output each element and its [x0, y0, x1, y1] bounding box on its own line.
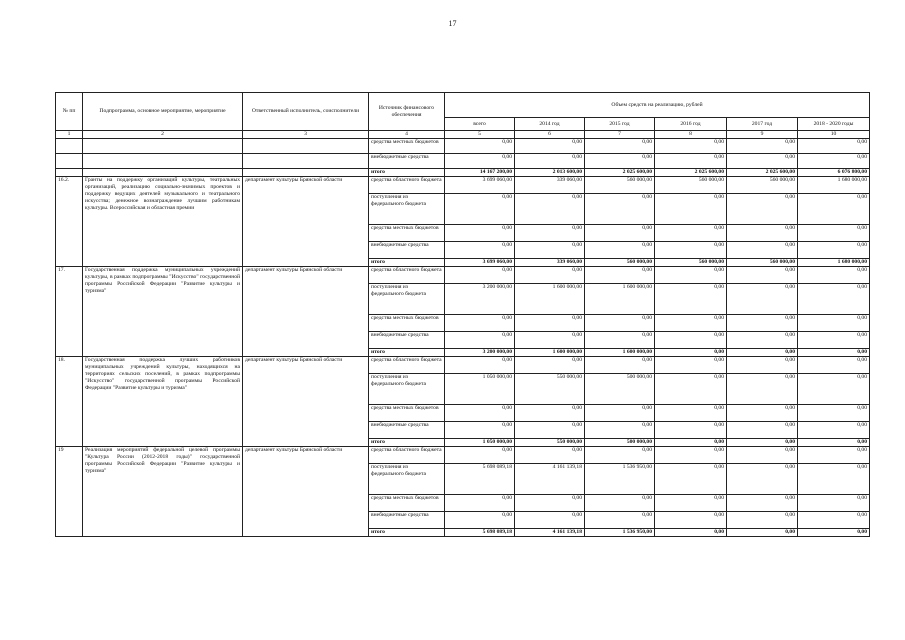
header-2018-2020: 2018 - 2020 годы	[798, 118, 870, 131]
col-number: 10	[798, 131, 870, 139]
amount-cell: 0,00	[727, 529, 798, 537]
amount-cell: 0,00	[655, 529, 727, 537]
amount-cell: 560 000,00	[585, 259, 655, 267]
amount-cell: 0,00	[585, 422, 655, 439]
amount-cell: 0,00	[515, 267, 585, 284]
amount-cell: 0,00	[445, 267, 515, 284]
funding-source: поступления из федерального бюджета	[369, 194, 445, 225]
amount-cell: 0,00	[655, 464, 727, 495]
col-number: 6	[515, 131, 585, 139]
amount-cell: 0,00	[515, 357, 585, 374]
amount-cell: 0,00	[798, 495, 870, 512]
amount-cell: 0,00	[727, 284, 798, 315]
amount-cell: 0,00	[727, 464, 798, 495]
exec-cell	[243, 139, 369, 154]
funding-source: средства местных бюджетов	[369, 225, 445, 242]
num-cell	[56, 139, 83, 154]
amount-cell: 0,00	[798, 225, 870, 242]
amount-cell: 0,00	[445, 422, 515, 439]
funding-source: средства местных бюджетов	[369, 139, 445, 154]
amount-cell: 0,00	[798, 267, 870, 284]
amount-cell: 0,00	[727, 495, 798, 512]
amount-cell: 0,00	[798, 374, 870, 405]
funding-source: итого	[369, 169, 445, 177]
amount-cell: 0,00	[727, 357, 798, 374]
amount-cell: 0,00	[727, 422, 798, 439]
item-number: 16.2.	[56, 177, 83, 267]
table-row	[56, 447, 870, 464]
amount-cell: 560 000,00	[655, 259, 727, 267]
amount-cell: 0,00	[585, 154, 655, 169]
amount-cell: 0,00	[515, 512, 585, 529]
amount-cell: 1 050 000,00	[445, 439, 515, 447]
amount-cell: 0,00	[798, 512, 870, 529]
amount-cell: 5 698 089,18	[445, 529, 515, 537]
col-number: 1	[56, 131, 83, 139]
table-row	[56, 139, 870, 154]
item-number: 18.	[56, 357, 83, 447]
page-number: 17	[448, 19, 457, 28]
col-number: 8	[655, 131, 727, 139]
col-number: 4	[369, 131, 445, 139]
amount-cell: 0,00	[727, 242, 798, 259]
amount-cell: 0,00	[515, 495, 585, 512]
amount-cell: 0,00	[445, 447, 515, 464]
header-2014: 2014 год	[515, 118, 585, 131]
amount-cell: 0,00	[727, 439, 798, 447]
amount-cell: 0,00	[445, 357, 515, 374]
amount-cell: 0,00	[798, 357, 870, 374]
item-description: Государственная поддержка лучших работников муниципальных учреждений культуры, находящихся на территориях сельских поселений, в рамках подпрограммы "Искусство" государственной программы Российской Федерации "Развитие культуры и туризма"	[83, 357, 243, 447]
amount-cell: 5 698 089,18	[445, 464, 515, 495]
funding-source: средства областного бюджета	[369, 357, 445, 374]
amount-cell: 0,00	[798, 439, 870, 447]
amount-cell: 3 699 060,00	[445, 259, 515, 267]
desc-cell	[83, 169, 243, 177]
amount-cell: 0,00	[585, 512, 655, 529]
item-executor: департамент культуры Брянской области	[243, 357, 369, 447]
amount-cell: 0,00	[445, 405, 515, 422]
amount-cell: 0,00	[445, 512, 515, 529]
amount-cell: 3 200 000,00	[445, 349, 515, 357]
amount-cell: 0,00	[445, 315, 515, 332]
header-executor: Ответственный исполнитель, соисполнители	[243, 93, 369, 131]
col-number: 2	[83, 131, 243, 139]
amount-cell: 0,00	[655, 267, 727, 284]
amount-cell: 0,00	[655, 225, 727, 242]
header-2016: 2016 год	[655, 118, 727, 131]
amount-cell: 1 050 000,00	[445, 374, 515, 405]
amount-cell: 550 000,00	[515, 439, 585, 447]
amount-cell: 0,00	[727, 332, 798, 349]
funding-source: поступления из федерального бюджета	[369, 284, 445, 315]
amount-cell: 0,00	[798, 284, 870, 315]
amount-cell: 0,00	[727, 374, 798, 405]
col-number: 3	[243, 131, 369, 139]
amount-cell: 1 680 000,00	[798, 259, 870, 267]
amount-cell: 0,00	[445, 154, 515, 169]
header-total: всего	[445, 118, 515, 131]
amount-cell: 0,00	[727, 512, 798, 529]
amount-cell: 500 000,00	[585, 374, 655, 405]
amount-cell: 14 167 200,00	[445, 169, 515, 177]
amount-cell: 0,00	[445, 139, 515, 154]
amount-cell: 2 025 600,00	[727, 169, 798, 177]
amount-cell: 0,00	[655, 242, 727, 259]
item-description: Государственная поддержка муниципальных учреждений культуры, в рамках подпрограммы "Искусство" государственной программы Российской Федерации "Развитие культуры и туризма"	[83, 267, 243, 357]
amount-cell: 0,00	[585, 194, 655, 225]
item-description: Реализация мероприятий федеральной целевой программы "Культура России (2012-2018 годы)" государственной программы Российской Федерации "Развитие культуры и туризма"	[83, 447, 243, 537]
amount-cell: 0,00	[655, 349, 727, 357]
amount-cell: 0,00	[515, 405, 585, 422]
amount-cell: 0,00	[727, 405, 798, 422]
funding-source: внебюджетные средства	[369, 512, 445, 529]
amount-cell: 0,00	[798, 464, 870, 495]
amount-cell: 0,00	[655, 512, 727, 529]
header-volume: Объем средств на реализацию, рублей	[445, 93, 870, 118]
funding-source: средства местных бюджетов	[369, 315, 445, 332]
amount-cell: 0,00	[585, 139, 655, 154]
amount-cell: 0,00	[655, 284, 727, 315]
amount-cell: 4 161 139,18	[515, 529, 585, 537]
amount-cell: 0,00	[515, 332, 585, 349]
amount-cell: 0,00	[445, 194, 515, 225]
amount-cell: 0,00	[515, 242, 585, 259]
funding-source: поступления из федерального бюджета	[369, 464, 445, 495]
funding-source: итого	[369, 349, 445, 357]
funding-source: итого	[369, 529, 445, 537]
amount-cell: 0,00	[585, 447, 655, 464]
item-description: Гранты на поддержку организаций культуры, театральных организаций, реализацию социально-значимых проектов и поддержку ведущих деятелей музыкального и театрального искусства; денежное вознаграждение лучшим работникам культуры. Всероссийская и областная премии	[83, 177, 243, 267]
amount-cell: 0,00	[445, 225, 515, 242]
amount-cell: 1 600 000,00	[585, 349, 655, 357]
amount-cell: 0,00	[798, 405, 870, 422]
amount-cell: 0,00	[727, 267, 798, 284]
amount-cell: 0,00	[585, 315, 655, 332]
amount-cell: 0,00	[798, 194, 870, 225]
funding-source: внебюджетные средства	[369, 154, 445, 169]
header-2015: 2015 год	[585, 118, 655, 131]
amount-cell: 1 536 950,00	[585, 464, 655, 495]
item-executor: департамент культуры Брянской области	[243, 267, 369, 357]
item-number: 19	[56, 447, 83, 537]
amount-cell: 0,00	[655, 315, 727, 332]
amount-cell: 0,00	[655, 439, 727, 447]
amount-cell: 0,00	[585, 495, 655, 512]
funding-source: средства местных бюджетов	[369, 495, 445, 512]
header-subprogram: Подпрограмма, основное мероприятие, мероприятие	[83, 93, 243, 131]
funding-source: итого	[369, 259, 445, 267]
amount-cell: 0,00	[515, 139, 585, 154]
funding-source: внебюджетные средства	[369, 422, 445, 439]
amount-cell: 3 200 000,00	[445, 284, 515, 315]
table-row	[56, 357, 870, 374]
amount-cell: 6 076 800,00	[798, 169, 870, 177]
amount-cell: 0,00	[655, 447, 727, 464]
amount-cell: 0,00	[655, 332, 727, 349]
amount-cell: 2 025 600,00	[655, 169, 727, 177]
amount-cell: 0,00	[515, 225, 585, 242]
funding-source: поступления из федерального бюджета	[369, 374, 445, 405]
total-row	[56, 169, 870, 177]
amount-cell: 0,00	[515, 315, 585, 332]
item-number: 17.	[56, 267, 83, 357]
amount-cell: 0,00	[798, 139, 870, 154]
amount-cell: 560 000,00	[727, 177, 798, 194]
amount-cell: 0,00	[727, 315, 798, 332]
amount-cell: 0,00	[655, 357, 727, 374]
amount-cell: 1 600 000,00	[515, 349, 585, 357]
desc-cell	[83, 139, 243, 154]
exec-cell	[243, 154, 369, 169]
table-row	[56, 267, 870, 284]
funding-source: внебюджетные средства	[369, 332, 445, 349]
amount-cell: 0,00	[798, 315, 870, 332]
amount-cell: 0,00	[798, 242, 870, 259]
amount-cell: 0,00	[727, 194, 798, 225]
amount-cell: 0,00	[798, 154, 870, 169]
funding-source: внебюджетные средства	[369, 242, 445, 259]
amount-cell: 0,00	[727, 349, 798, 357]
funding-source: средства местных бюджетов	[369, 405, 445, 422]
amount-cell: 0,00	[445, 495, 515, 512]
col-number: 7	[585, 131, 655, 139]
budget-table	[55, 92, 870, 537]
item-executor: департамент культуры Брянской области	[243, 177, 369, 267]
funding-source: средства областного бюджета	[369, 267, 445, 284]
amount-cell: 0,00	[655, 405, 727, 422]
table-row	[56, 154, 870, 169]
amount-cell: 339 060,00	[515, 259, 585, 267]
amount-cell: 0,00	[585, 225, 655, 242]
amount-cell: 560 000,00	[585, 177, 655, 194]
amount-cell: 0,00	[727, 225, 798, 242]
amount-cell: 0,00	[798, 529, 870, 537]
amount-cell: 560 000,00	[727, 259, 798, 267]
num-cell	[56, 169, 83, 177]
amount-cell: 4 161 139,18	[515, 464, 585, 495]
amount-cell: 0,00	[655, 422, 727, 439]
amount-cell: 0,00	[515, 422, 585, 439]
amount-cell: 1 600 000,00	[515, 284, 585, 315]
amount-cell: 550 000,00	[515, 374, 585, 405]
amount-cell: 0,00	[798, 332, 870, 349]
amount-cell: 0,00	[655, 495, 727, 512]
amount-cell: 0,00	[727, 154, 798, 169]
num-cell	[56, 154, 83, 169]
exec-cell	[243, 169, 369, 177]
amount-cell: 0,00	[798, 447, 870, 464]
table-row	[56, 177, 870, 194]
amount-cell: 1 680 000,00	[798, 177, 870, 194]
amount-cell: 0,00	[727, 447, 798, 464]
funding-source: средства областного бюджета	[369, 177, 445, 194]
amount-cell: 0,00	[445, 332, 515, 349]
header-2017: 2017 год	[727, 118, 798, 131]
amount-cell: 0,00	[585, 267, 655, 284]
amount-cell: 339 060,00	[515, 177, 585, 194]
amount-cell: 0,00	[585, 332, 655, 349]
amount-cell: 0,00	[585, 405, 655, 422]
amount-cell: 0,00	[445, 242, 515, 259]
funding-source: средства областного бюджета	[369, 447, 445, 464]
amount-cell: 3 699 060,00	[445, 177, 515, 194]
amount-cell: 2 025 600,00	[585, 169, 655, 177]
amount-cell: 1 600 000,00	[585, 284, 655, 315]
amount-cell: 560 000,00	[655, 177, 727, 194]
amount-cell: 1 536 950,00	[585, 529, 655, 537]
item-executor: департамент культуры Брянской области	[243, 447, 369, 537]
amount-cell: 0,00	[515, 447, 585, 464]
header-source: Источник финансового обеспечения	[369, 93, 445, 131]
col-number: 9	[727, 131, 798, 139]
amount-cell: 0,00	[515, 194, 585, 225]
header-num: № пп	[56, 93, 83, 131]
amount-cell: 0,00	[655, 154, 727, 169]
amount-cell: 500 000,00	[585, 439, 655, 447]
amount-cell: 0,00	[655, 374, 727, 405]
amount-cell: 0,00	[798, 349, 870, 357]
col-number: 5	[445, 131, 515, 139]
desc-cell	[83, 154, 243, 169]
amount-cell: 0,00	[655, 194, 727, 225]
amount-cell: 2 013 600,00	[515, 169, 585, 177]
amount-cell: 0,00	[798, 422, 870, 439]
amount-cell: 0,00	[585, 242, 655, 259]
amount-cell: 0,00	[585, 357, 655, 374]
funding-source: итого	[369, 439, 445, 447]
amount-cell: 0,00	[515, 154, 585, 169]
amount-cell: 0,00	[727, 139, 798, 154]
amount-cell: 0,00	[655, 139, 727, 154]
